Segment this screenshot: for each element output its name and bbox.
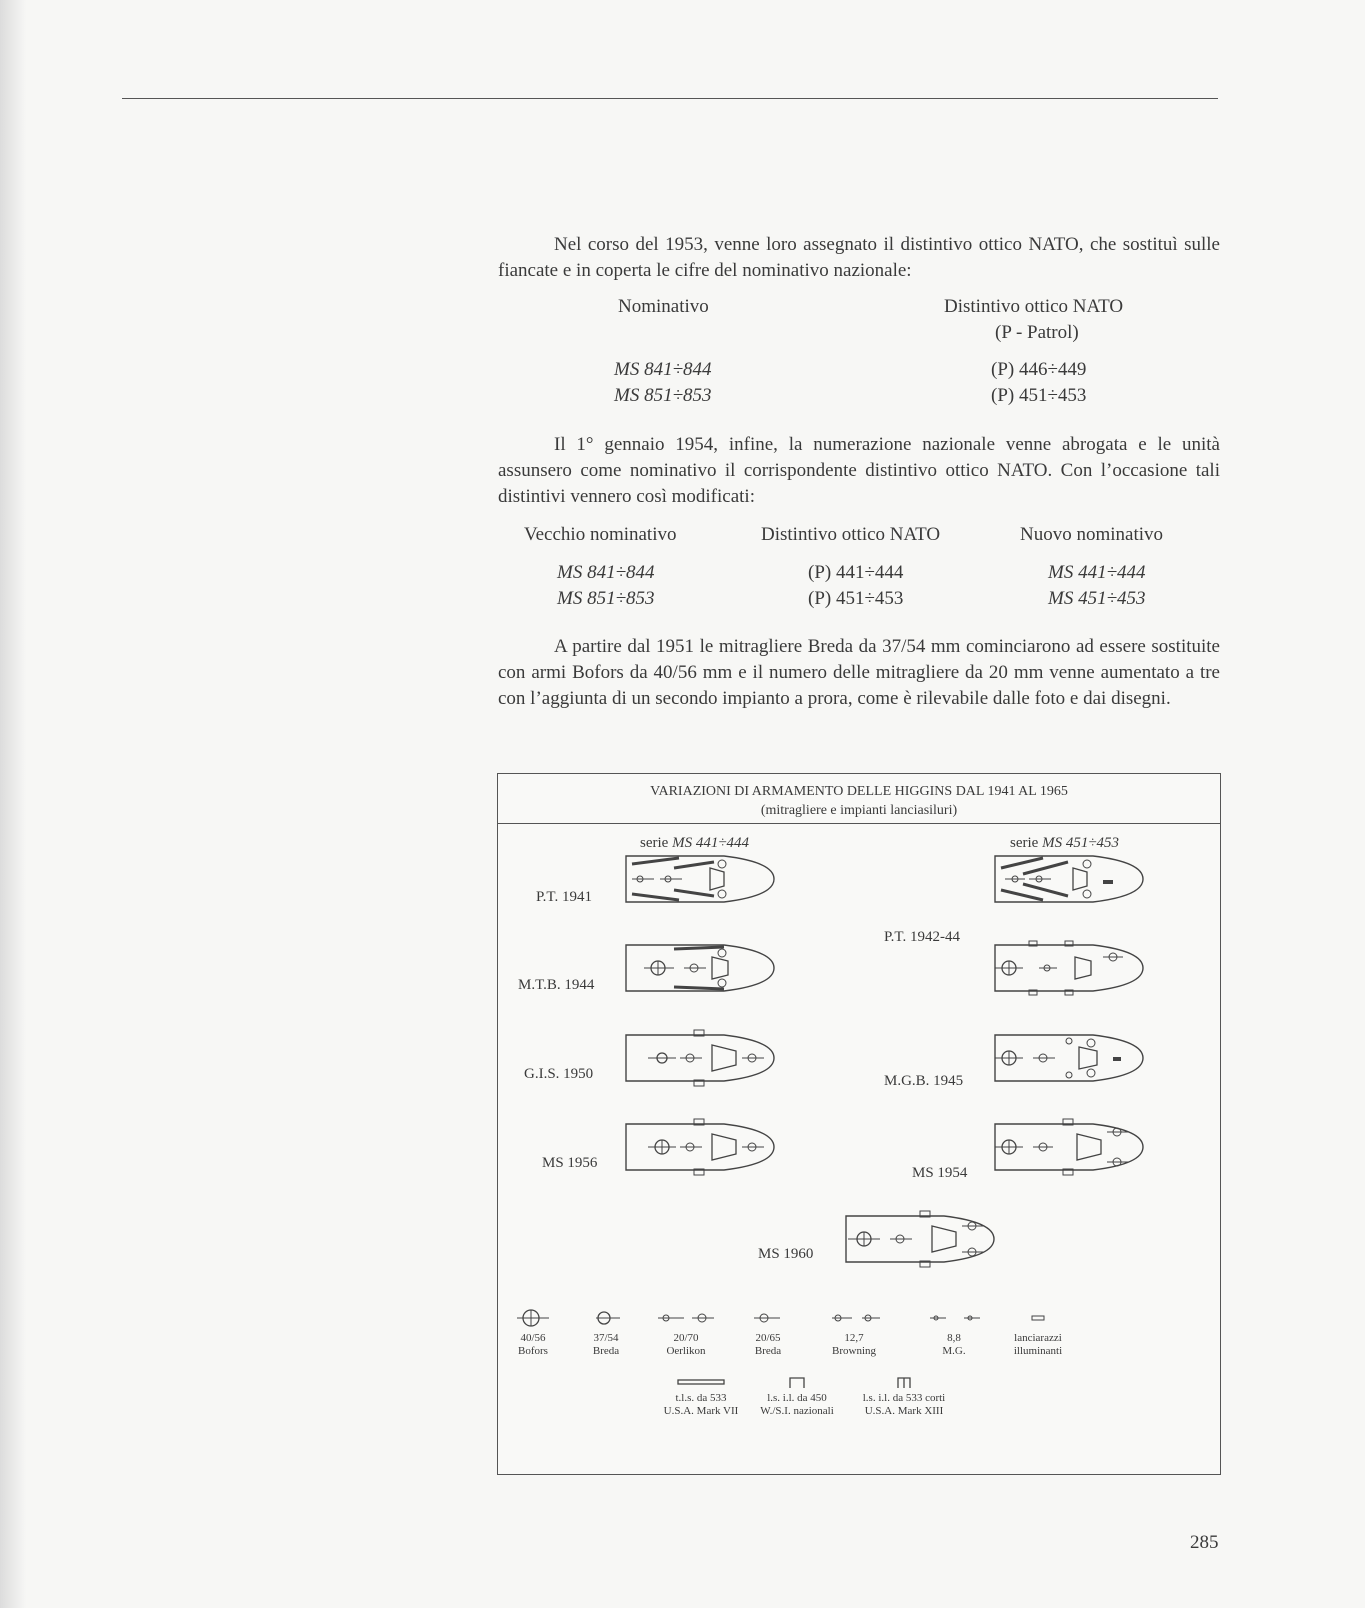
table1-header-patrol: (P - Patrol) bbox=[995, 322, 1079, 343]
rocket-launcher-icon bbox=[988, 1304, 1088, 1332]
label-pt-1941: P.T. 1941 bbox=[536, 889, 592, 905]
header-rule bbox=[122, 98, 1218, 99]
armament-figure bbox=[497, 773, 1221, 1475]
paragraph-1: Nel corso del 1953, venne loro assegnato il distintivo ottico NATO, che sostituì sulle fiancate e in coperta le cifre del nominativo nazionale: bbox=[498, 234, 1220, 281]
label-gis-1950: G.I.S. 1950 bbox=[524, 1066, 594, 1082]
legend-mg: 8,8 M.G. bbox=[904, 1304, 1004, 1358]
label-ms-1956: MS 1956 bbox=[542, 1155, 598, 1171]
legend-torpedo-tube: t.l.s. da 533 U.S.A. Mark VII bbox=[646, 1372, 756, 1418]
table1-row1-distintivo: (P) 446÷449 bbox=[991, 359, 1087, 380]
label-ms-1960: MS 1960 bbox=[758, 1246, 814, 1262]
paragraph-2: Il 1° gennaio 1954, infine, la numerazione nazionale venne abrogata e le unità assunsero come nominativo il corrispondente distintivo ottico NATO. Con l’occasione tali distintivi vennero così modificati: bbox=[498, 434, 1220, 507]
table2-row1-vecchio: MS 841÷844 bbox=[557, 562, 655, 583]
legend-oerlikon: 20/70 Oerlikon bbox=[636, 1304, 736, 1358]
breda-20-icon bbox=[718, 1304, 818, 1332]
boat-mgb-1945 bbox=[993, 1029, 1147, 1087]
table1-row2-distintivo: (P) 451÷453 bbox=[991, 385, 1087, 406]
figure-subtitle: (mitragliere e impianti lanciasiluri) bbox=[760, 803, 958, 818]
label-mgb-1945: M.G.B. 1945 bbox=[884, 1073, 964, 1089]
boat-right-row2 bbox=[993, 939, 1147, 997]
table2-header-nuovo: Nuovo nominativo bbox=[1020, 524, 1164, 545]
legend-rocket-launcher: lanciarazzi illuminanti bbox=[988, 1304, 1088, 1358]
boat-pt-1941 bbox=[624, 850, 778, 908]
legend-browning: 12,7 Browning bbox=[804, 1304, 904, 1358]
label-pt-1942-44: P.T. 1942-44 bbox=[884, 929, 960, 945]
page-gutter-shade bbox=[0, 0, 26, 1608]
series-right-label: serie MS 451÷453 bbox=[1010, 835, 1120, 851]
legend-torpedo-rack-533: l.s. i.l. da 533 corti U.S.A. Mark XIII bbox=[844, 1372, 964, 1418]
boat-mtb-1944 bbox=[624, 939, 778, 997]
torpedo-rack-533-icon bbox=[844, 1372, 964, 1392]
legend-bofors: 40/56 Bofors bbox=[483, 1304, 583, 1358]
legend-breda-37: 37/54 Breda bbox=[556, 1304, 656, 1358]
legend-torpedo-rack-450: l.s. i.l. da 450 W./S.I. nazionali bbox=[742, 1372, 852, 1418]
table2-row2-vecchio: MS 851÷853 bbox=[557, 588, 655, 609]
boat-ms-1960 bbox=[844, 1210, 998, 1268]
table2-header-vecchio: Vecchio nominativo bbox=[524, 524, 677, 545]
table2-row2-nuovo: MS 451÷453 bbox=[1048, 588, 1146, 609]
torpedo-rack-450-icon bbox=[742, 1372, 852, 1392]
table1-header-nominativo: Nominativo bbox=[618, 296, 709, 317]
figure-header bbox=[498, 774, 1220, 824]
label-ms-1954: MS 1954 bbox=[912, 1165, 968, 1181]
table2-row1-distintivo: (P) 441÷444 bbox=[808, 562, 904, 583]
table1-header-distintivo: Distintivo ottico NATO bbox=[944, 296, 1124, 317]
boat-ms-1956 bbox=[624, 1118, 778, 1176]
table2-row1-nuovo: MS 441÷444 bbox=[1048, 562, 1146, 583]
boat-ms-1954 bbox=[993, 1118, 1147, 1176]
browning-icon bbox=[804, 1304, 904, 1332]
boat-pt-1942-44 bbox=[993, 850, 1147, 908]
torpedo-tube-icon bbox=[646, 1372, 756, 1392]
table1-row1-nominativo: MS 841÷844 bbox=[614, 359, 712, 380]
label-mtb-1944: M.T.B. 1944 bbox=[518, 977, 595, 993]
figure-title: VARIAZIONI DI ARMAMENTO DELLE HIGGINS DAL 1941 AL 1965 bbox=[650, 784, 1068, 799]
series-left-label: serie MS 441÷444 bbox=[640, 835, 750, 851]
table1-row2-nominativo: MS 851÷853 bbox=[614, 385, 712, 406]
boat-gis-1950 bbox=[624, 1029, 778, 1087]
page-number: 285 bbox=[1190, 1532, 1219, 1553]
table2-row2-distintivo: (P) 451÷453 bbox=[808, 588, 904, 609]
table2-header-distintivo: Distintivo ottico NATO bbox=[761, 524, 941, 545]
legend-breda-20: 20/65 Breda bbox=[718, 1304, 818, 1358]
paragraph-3: A partire dal 1951 le mitragliere Breda da 37/54 mm cominciarono ad essere sostituite con armi Bofors da 40/56 mm e il numero delle mitragliere da 20 mm venne aumentato a tre con l’aggiunta di un secondo impianto a prora, come è rilevabile dalle foto e dai disegni. bbox=[498, 636, 1220, 709]
